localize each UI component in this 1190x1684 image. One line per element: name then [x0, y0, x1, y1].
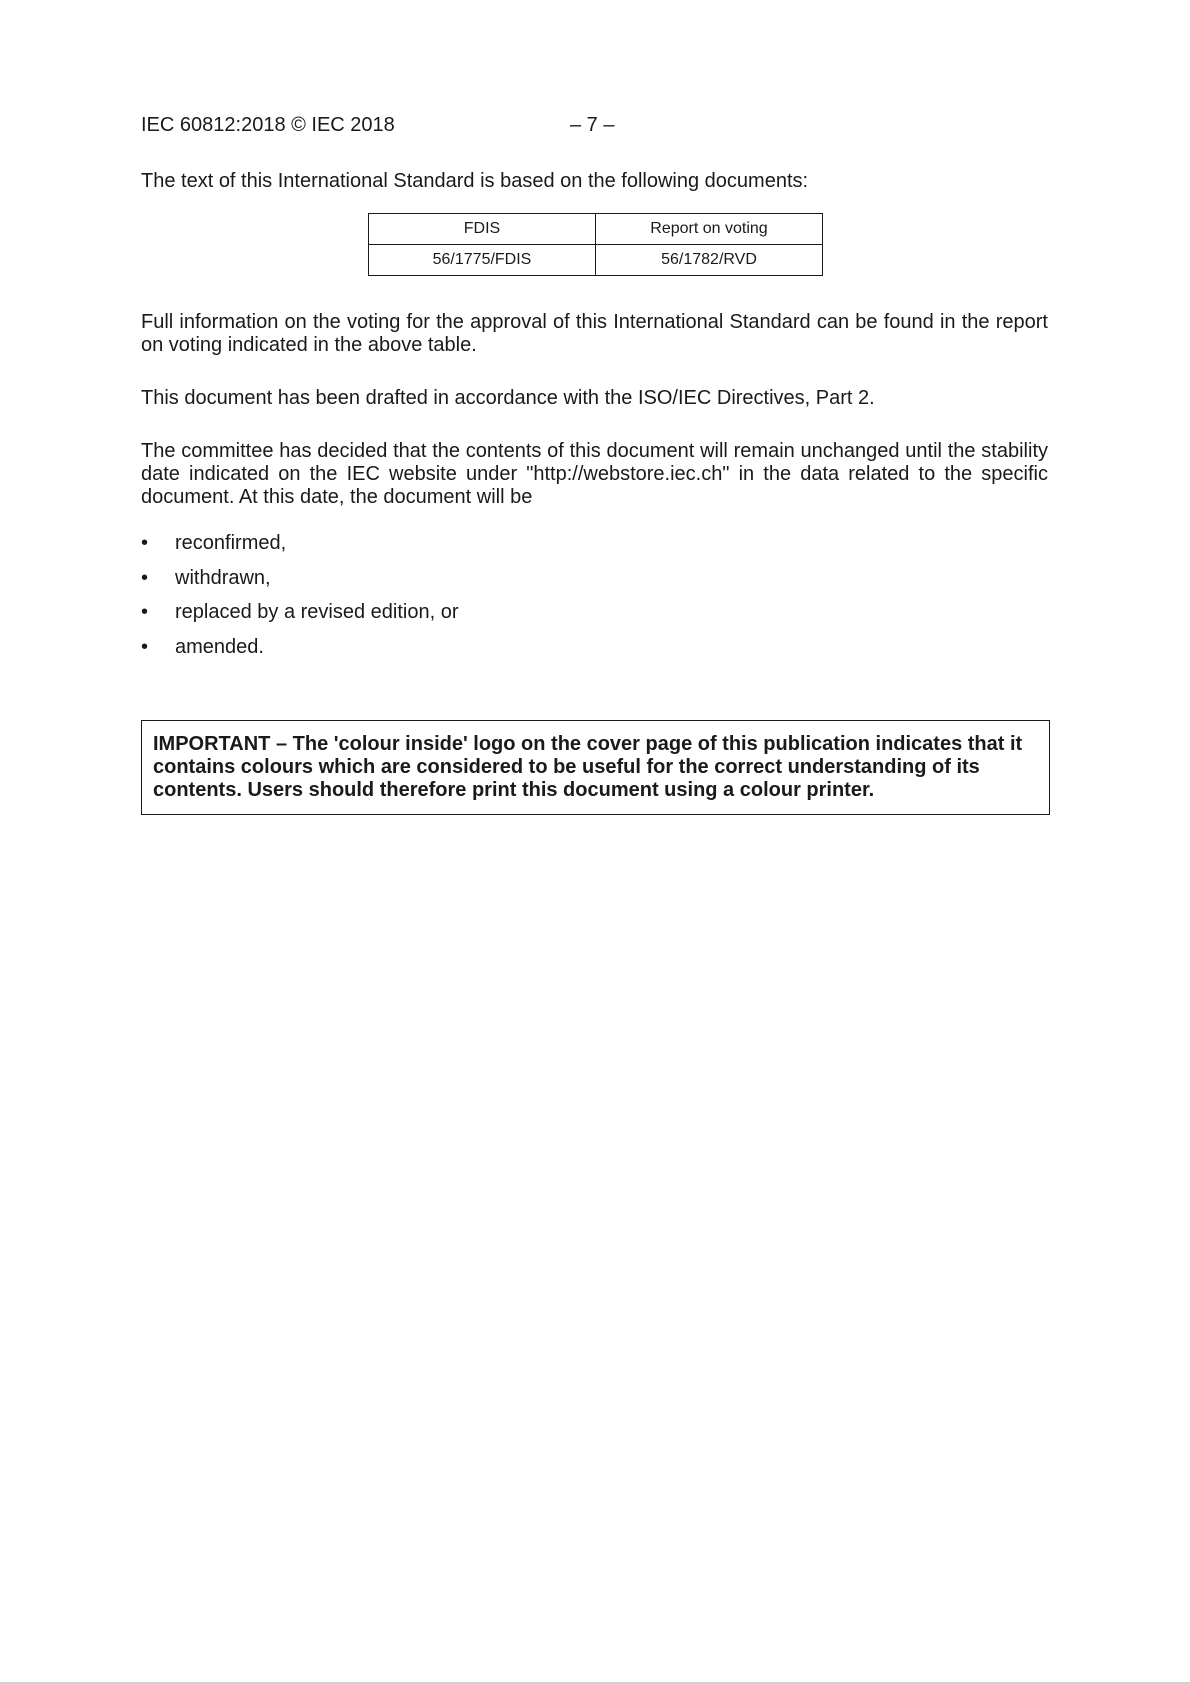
committee-paragraph: The committee has decided that the contents of this document will remain unchanged until the stability date indicated on the IEC website under "http://webstore.iec.ch" in the data related to the specific document. At this date, the document will be — [141, 440, 1048, 508]
list-item-text: amended. — [175, 635, 264, 658]
list-item — [141, 635, 459, 670]
directives-paragraph: This document has been drafted in accordance with the ISO/IEC Directives, Part 2. — [141, 387, 875, 409]
table-row — [369, 245, 823, 276]
important-notice-text: IMPORTANT – The 'colour inside' logo on the cover page of this publication indicates that it contains colours which are considered to be useful for the correct understanding of its contents. Users should therefore print this document using a colour printer. — [153, 733, 1023, 801]
list-item — [141, 531, 459, 566]
list-item-text: reconfirmed, — [175, 532, 287, 554]
table-cell-fdis: 56/1775/FDIS — [369, 245, 596, 276]
page-number: – 7 – — [570, 114, 615, 136]
important-notice-box — [141, 720, 1050, 815]
list-item-text: replaced by a revised edition, or — [175, 601, 459, 623]
list-item-text: withdrawn, — [175, 566, 271, 589]
bullet-icon: • — [141, 532, 149, 554]
bullet-icon: • — [141, 566, 149, 589]
table-header-fdis: FDIS — [369, 214, 596, 245]
document-reference: IEC 60812:2018 © IEC 2018 — [141, 114, 395, 136]
outcome-list — [141, 531, 459, 669]
list-item — [141, 566, 459, 601]
bullet-icon: • — [141, 635, 149, 658]
table-header-row — [369, 214, 823, 245]
documents-table — [368, 213, 823, 276]
table-cell-rvd: 56/1782/RVD — [596, 245, 823, 276]
intro-paragraph: The text of this International Standard is based on the following documents: — [141, 170, 809, 192]
list-item — [141, 600, 459, 635]
table-header-report-on-voting: Report on voting — [596, 214, 823, 245]
bullet-icon: • — [141, 601, 149, 623]
voting-info-paragraph: Full information on the voting for the approval of this International Standard can be found in the report on voting indicated in the above table. — [141, 311, 1048, 356]
